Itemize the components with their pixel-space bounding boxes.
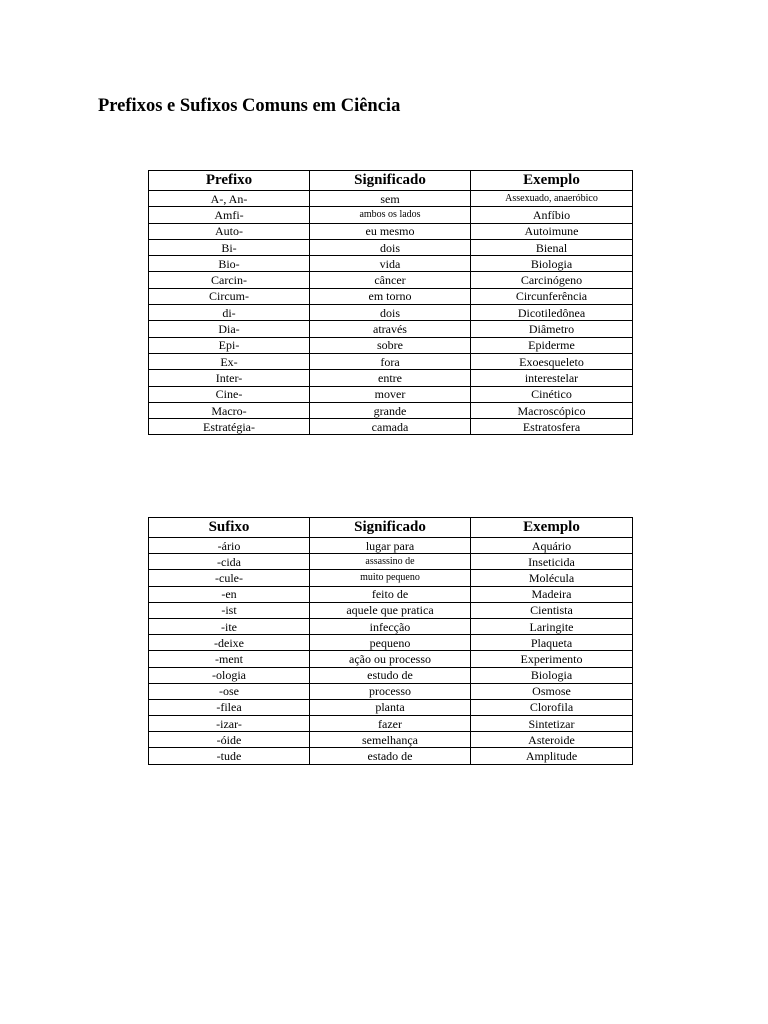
example-cell: Diâmetro bbox=[471, 321, 633, 337]
meaning-cell: estado de bbox=[310, 748, 471, 764]
meaning-cell: mover bbox=[310, 386, 471, 402]
term-cell: Macro- bbox=[149, 402, 310, 418]
meaning-cell: em torno bbox=[310, 288, 471, 304]
meaning-cell: câncer bbox=[310, 272, 471, 288]
term-cell: Inter- bbox=[149, 370, 310, 386]
table-row bbox=[149, 554, 633, 570]
term-cell: A-, An- bbox=[149, 191, 310, 207]
meaning-cell: pequeno bbox=[310, 635, 471, 651]
meaning-cell: eu mesmo bbox=[310, 223, 471, 239]
example-cell: Autoimune bbox=[471, 223, 633, 239]
table-row bbox=[149, 586, 633, 602]
example-cell: Biologia bbox=[471, 256, 633, 272]
term-cell: -cule- bbox=[149, 570, 310, 586]
example-cell: Exoesqueleto bbox=[471, 353, 633, 369]
table-row bbox=[149, 748, 633, 764]
example-cell: Experimento bbox=[471, 651, 633, 667]
term-cell: Circum- bbox=[149, 288, 310, 304]
term-cell: Estratégia- bbox=[149, 419, 310, 435]
example-cell: Bienal bbox=[471, 239, 633, 255]
table-row bbox=[149, 635, 633, 651]
table-row bbox=[149, 402, 633, 418]
term-cell: Dia- bbox=[149, 321, 310, 337]
table-row bbox=[149, 419, 633, 435]
term-cell: -ologia bbox=[149, 667, 310, 683]
example-cell: Cinético bbox=[471, 386, 633, 402]
meaning-cell: vida bbox=[310, 256, 471, 272]
meaning-cell: sobre bbox=[310, 337, 471, 353]
example-cell: Macroscópico bbox=[471, 402, 633, 418]
table-row bbox=[149, 223, 633, 239]
table-row bbox=[149, 191, 633, 207]
meaning-cell: aquele que pratica bbox=[310, 602, 471, 618]
term-cell: -óide bbox=[149, 732, 310, 748]
meaning-cell: ação ou processo bbox=[310, 651, 471, 667]
example-cell: Amplitude bbox=[471, 748, 633, 764]
table-row bbox=[149, 207, 633, 223]
term-cell: -cida bbox=[149, 554, 310, 570]
example-cell: Plaqueta bbox=[471, 635, 633, 651]
header-example: Exemplo bbox=[471, 518, 633, 538]
example-cell: Sintetizar bbox=[471, 716, 633, 732]
meaning-cell: estudo de bbox=[310, 667, 471, 683]
table-row bbox=[149, 272, 633, 288]
table-row bbox=[149, 353, 633, 369]
example-cell: Molécula bbox=[471, 570, 633, 586]
meaning-cell: ambos os lados bbox=[310, 207, 471, 223]
header-meaning: Significado bbox=[310, 171, 471, 191]
suffixes-header-row bbox=[149, 518, 633, 538]
example-cell: Madeira bbox=[471, 586, 633, 602]
meaning-cell: dois bbox=[310, 305, 471, 321]
table-row bbox=[149, 386, 633, 402]
table-row bbox=[149, 699, 633, 715]
table-row bbox=[149, 337, 633, 353]
meaning-cell: fora bbox=[310, 353, 471, 369]
header-prefix: Prefixo bbox=[149, 171, 310, 191]
header-meaning: Significado bbox=[310, 518, 471, 538]
table-row bbox=[149, 256, 633, 272]
example-cell: Assexuado, anaeróbico bbox=[471, 191, 633, 207]
table-row bbox=[149, 321, 633, 337]
term-cell: di- bbox=[149, 305, 310, 321]
table-row bbox=[149, 732, 633, 748]
table-row bbox=[149, 716, 633, 732]
term-cell: -ite bbox=[149, 618, 310, 634]
meaning-cell: grande bbox=[310, 402, 471, 418]
table-row bbox=[149, 667, 633, 683]
term-cell: -ment bbox=[149, 651, 310, 667]
example-cell: Anfíbio bbox=[471, 207, 633, 223]
example-cell: Inseticida bbox=[471, 554, 633, 570]
meaning-cell: através bbox=[310, 321, 471, 337]
table-row bbox=[149, 602, 633, 618]
term-cell: -filea bbox=[149, 699, 310, 715]
prefixes-body bbox=[149, 191, 633, 435]
meaning-cell: camada bbox=[310, 419, 471, 435]
example-cell: Estratosfera bbox=[471, 419, 633, 435]
term-cell: -ist bbox=[149, 602, 310, 618]
meaning-cell: processo bbox=[310, 683, 471, 699]
meaning-cell: fazer bbox=[310, 716, 471, 732]
table-row bbox=[149, 370, 633, 386]
meaning-cell: infecção bbox=[310, 618, 471, 634]
example-cell: Circunferência bbox=[471, 288, 633, 304]
example-cell: Biologia bbox=[471, 667, 633, 683]
table-row bbox=[149, 239, 633, 255]
term-cell: -deixe bbox=[149, 635, 310, 651]
meaning-cell: assassino de bbox=[310, 554, 471, 570]
example-cell: Aquário bbox=[471, 538, 633, 554]
term-cell: -ário bbox=[149, 538, 310, 554]
term-cell: Ex- bbox=[149, 353, 310, 369]
meaning-cell: sem bbox=[310, 191, 471, 207]
example-cell: Asteroide bbox=[471, 732, 633, 748]
page-title: Prefixos e Sufixos Comuns em Ciência bbox=[98, 96, 401, 116]
term-cell: Amfi- bbox=[149, 207, 310, 223]
term-cell: Bi- bbox=[149, 239, 310, 255]
prefixes-header-row bbox=[149, 171, 633, 191]
term-cell: Cine- bbox=[149, 386, 310, 402]
example-cell: Clorofila bbox=[471, 699, 633, 715]
meaning-cell: entre bbox=[310, 370, 471, 386]
table-row bbox=[149, 288, 633, 304]
meaning-cell: muito pequeno bbox=[310, 570, 471, 586]
suffixes-body bbox=[149, 538, 633, 765]
term-cell: Carcin- bbox=[149, 272, 310, 288]
suffixes-table bbox=[148, 517, 633, 765]
term-cell: Auto- bbox=[149, 223, 310, 239]
table-row bbox=[149, 538, 633, 554]
example-cell: Cientista bbox=[471, 602, 633, 618]
header-suffix: Sufixo bbox=[149, 518, 310, 538]
term-cell: -en bbox=[149, 586, 310, 602]
meaning-cell: planta bbox=[310, 699, 471, 715]
term-cell: -ose bbox=[149, 683, 310, 699]
meaning-cell: feito de bbox=[310, 586, 471, 602]
table-row bbox=[149, 618, 633, 634]
example-cell: Osmose bbox=[471, 683, 633, 699]
meaning-cell: semelhança bbox=[310, 732, 471, 748]
header-example: Exemplo bbox=[471, 171, 633, 191]
term-cell: -tude bbox=[149, 748, 310, 764]
example-cell: Laringite bbox=[471, 618, 633, 634]
example-cell: interestelar bbox=[471, 370, 633, 386]
table-row bbox=[149, 570, 633, 586]
meaning-cell: dois bbox=[310, 239, 471, 255]
table-row bbox=[149, 305, 633, 321]
example-cell: Carcinógeno bbox=[471, 272, 633, 288]
table-row bbox=[149, 651, 633, 667]
prefixes-table bbox=[148, 170, 633, 435]
meaning-cell: lugar para bbox=[310, 538, 471, 554]
example-cell: Dicotiledônea bbox=[471, 305, 633, 321]
term-cell: Bio- bbox=[149, 256, 310, 272]
table-row bbox=[149, 683, 633, 699]
example-cell: Epiderme bbox=[471, 337, 633, 353]
term-cell: Epi- bbox=[149, 337, 310, 353]
term-cell: -izar- bbox=[149, 716, 310, 732]
